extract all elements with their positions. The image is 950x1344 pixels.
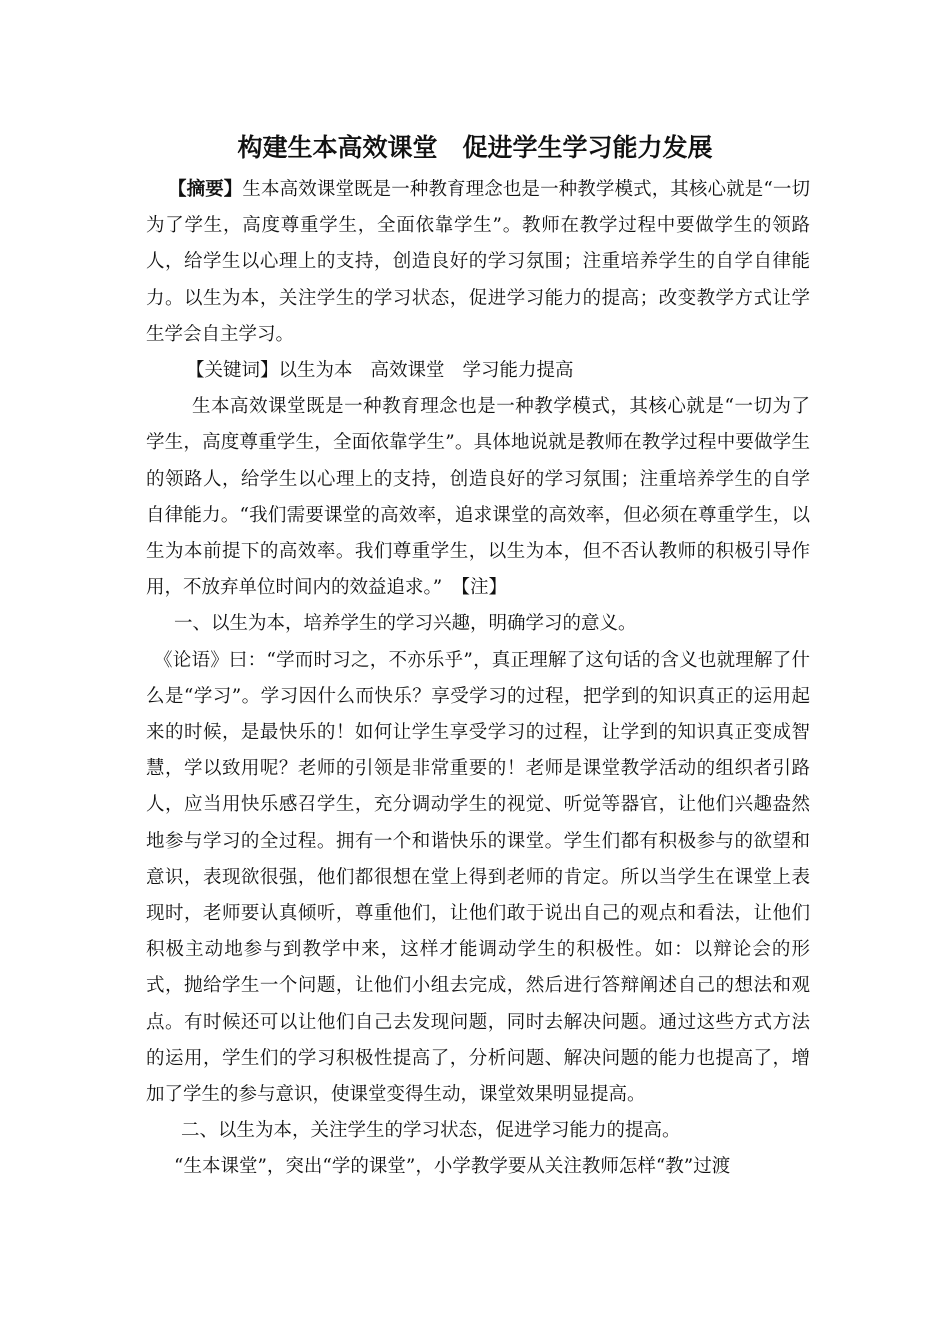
body-paragraph: “生本课堂”，突出“学的课堂”，小学教学要从关注教师怎样“教”过渡 xyxy=(174,1156,731,1178)
body-paragraph: 《论语》曰：“学而时习之，不亦乐乎”，真正理解了这句话的含义也就理解了什么是“学习”。学习因什么而快乐？享受学习的过程，把学到的知识真正的运用起来的时候，是最快乐的！如何让学生享受学习的过程，让学到的知识真正变成智慧，学以致用呢？老师的引领是非常重要的！老师是课堂教学活动的组织者引路人，应当用快乐感召学生，充分调动学生的视觉、听觉等器官，让他们兴趣盎然地参与学习的全过程。拥有一个和谐快乐的课堂。学生们都有积极参与的欲望和意识，表现欲很强，他们都很想在堂上得到老师的肯定。所以当学生在课堂上表现时，老师要认真倾听，尊重他们，让他们敢于说出自己的观点和看法，让他们积极主动地参与到教学中来，这样才能调动学生的积极性。如：以辩论会的形式，抛给学生一个问题，让他们小组去完成，然后进行答辩阐述自己的想法和观点。有时候还可以让他们自己去发现问题，同时去解决问题。通过这些方式方法的运用，学生们的学习积极性提高了，分析问题、解决问题的能力也提高了，增加了学生的参与意识，使课堂变得生动，课堂效果明显提高。 xyxy=(146,649,810,1106)
abstract-text: 生本高效课堂既是一种教育理念也是一种教学模式，其核心就是“一切为了学生，高度尊重学生，全面依靠学生”。教师在教学过程中要做学生的领路人，给学生以心理上的支持，创造良好的学习氛围；注重培养学生的自学自律能力。以生为本，关注学生的学习状态，促进学习能力的提高；改变教学方式让学生学会自主学习。 xyxy=(146,179,810,345)
keyword-item: 以生为本 xyxy=(278,360,353,382)
section-heading: 一、以生为本，培养学生的学习兴趣，明确学习的意义。 xyxy=(174,613,637,635)
document-title: 构建生本高效课堂 促进学生学习能力发展 xyxy=(237,133,713,162)
keyword-item: 高效课堂 xyxy=(370,360,445,382)
abstract-label: 【摘要】 xyxy=(168,179,243,200)
keywords-label: 【关键词】 xyxy=(186,360,279,382)
keyword-item: 学习能力提高 xyxy=(462,360,574,382)
keywords-line xyxy=(146,353,810,389)
section-heading: 二、以生为本，关注学生的学习状态，促进学习能力的提高。 xyxy=(181,1120,681,1142)
body-paragraph: 生本高效课堂既是一种教育理念也是一种教学模式，其核心就是“一切为了学生，高度尊重学生，全面依靠学生”。具体地说就是教师在教学过程中要做学生的领路人，给学生以心理上的支持，创造良好的学习氛围；注重培养学生的自学自律能力。“我们需要课堂的高效率，追求课堂的高效率，但必须在尊重学生，以生为本前提下的高效率。我们尊重学生，以生为本，但不否认教师的积极引导作用，不放弃单位时间内的效益追求。” 【注】 xyxy=(146,396,810,599)
abstract-paragraph xyxy=(146,172,810,353)
document-body xyxy=(146,172,810,1186)
